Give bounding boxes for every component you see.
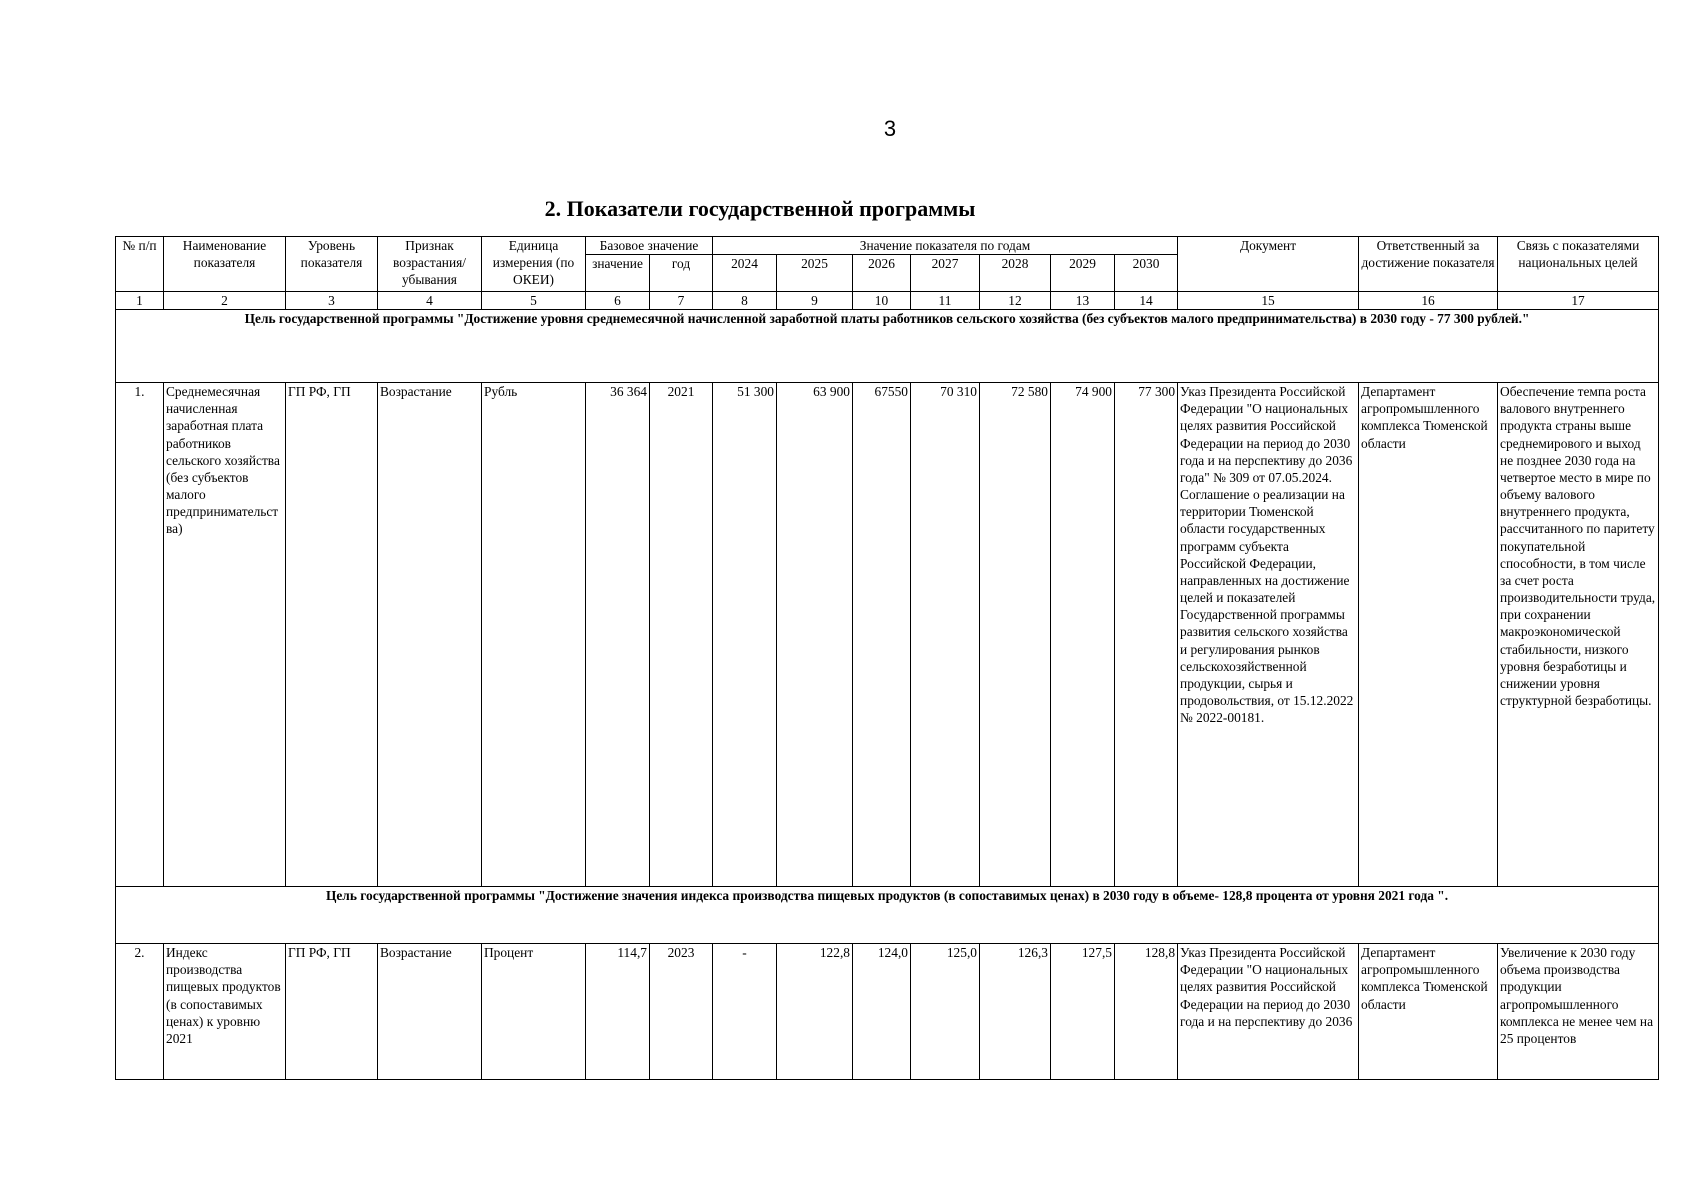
header-year: 2029	[1051, 255, 1115, 292]
row-num: 1.	[116, 383, 164, 887]
row-value-2030: 77 300	[1115, 383, 1178, 887]
row-link: Увеличение к 2030 году объема производства продукции агропромышленного комплекса не менее чем на 25 процентов	[1498, 944, 1659, 1080]
header-document: Документ	[1178, 237, 1359, 292]
column-number: 6	[586, 292, 650, 310]
header-level: Уровень показателя	[286, 237, 378, 292]
header-year: 2027	[911, 255, 980, 292]
row-value-2025: 122,8	[777, 944, 853, 1080]
goal-text: Цель государственной программы "Достижение уровня среднемесячной начисленной заработной платы работников сельского хозяйства (без субъектов малого предпринимательства) в 2030 году - 77 300 рублей."	[244, 311, 1530, 327]
header-link: Связь с показателями национальных целей	[1498, 237, 1659, 292]
row-name: Среднемесячная начисленная заработная плата работников сельского хозяйства (без субъектов малого предпринимательства)	[164, 383, 286, 887]
column-number: 11	[911, 292, 980, 310]
table-row	[116, 383, 1659, 887]
header-base: Базовое значение	[586, 237, 713, 255]
row-value-2026: 67550	[853, 383, 911, 887]
row-level: ГП РФ, ГП	[286, 944, 378, 1080]
column-number: 8	[713, 292, 777, 310]
row-responsible: Департамент агропромышленного комплекса Тюменской области	[1359, 944, 1498, 1080]
column-number: 2	[164, 292, 286, 310]
column-number: 7	[650, 292, 713, 310]
row-name: Индекс производства пищевых продуктов (в сопоставимых ценах) к уровню 2021	[164, 944, 286, 1080]
column-number: 12	[980, 292, 1051, 310]
column-number: 10	[853, 292, 911, 310]
header-unit: Единица измерения (по ОКЕИ)	[482, 237, 586, 292]
goal-row	[116, 887, 1659, 944]
table-row	[116, 944, 1659, 1080]
header-year: 2025	[777, 255, 853, 292]
page-number: 3	[883, 116, 897, 141]
row-base-year: 2023	[650, 944, 713, 1080]
row-sign: Возрастание	[378, 944, 482, 1080]
column-number: 16	[1359, 292, 1498, 310]
goal-text: Цель государственной программы "Достижение значения индекса производства пищевых продуктов (в сопоставимых ценах) в 2030 году в объеме- 128,8 процента от уровня 2021 года ".	[325, 888, 1449, 904]
row-value-2024: -	[713, 944, 777, 1080]
row-document: Указ Президента Российской Федерации "О национальных целях развития Российской Федерации на период до 2030 года и на перспективу до 2036	[1178, 944, 1359, 1080]
header-name: Наименование показателя	[164, 237, 286, 292]
column-number: 5	[482, 292, 586, 310]
row-value-2028: 126,3	[980, 944, 1051, 1080]
row-unit: Рубль	[482, 383, 586, 887]
row-value-2028: 72 580	[980, 383, 1051, 887]
indicators-table	[115, 236, 1659, 1080]
row-link: Обеспечение темпа роста валового внутреннего продукта страны выше среднемирового и выход не позднее 2030 года на четвертое место в мире по объему валового внутреннего продукта, рассчитанного по паритету покупательной способности, в том числе за счет роста производительности труда, при сохранении макроэкономической стабильности, низкого уровня безработицы и снижении уровня структурной безработицы.	[1498, 383, 1659, 887]
row-value-2029: 127,5	[1051, 944, 1115, 1080]
header-year: 2028	[980, 255, 1051, 292]
row-sign: Возрастание	[378, 383, 482, 887]
row-value-2025: 63 900	[777, 383, 853, 887]
column-number: 15	[1178, 292, 1359, 310]
row-value-2029: 74 900	[1051, 383, 1115, 887]
row-value-2027: 70 310	[911, 383, 980, 887]
column-number: 4	[378, 292, 482, 310]
goal-row	[116, 310, 1659, 383]
row-unit: Процент	[482, 944, 586, 1080]
row-base-value: 36 364	[586, 383, 650, 887]
header-by-years: Значение показателя по годам	[713, 237, 1178, 255]
row-base-year: 2021	[650, 383, 713, 887]
column-number: 17	[1498, 292, 1659, 310]
header-sign: Признак возрастания/убывания	[378, 237, 482, 292]
column-number: 13	[1051, 292, 1115, 310]
column-number: 1	[116, 292, 164, 310]
row-value-2030: 128,8	[1115, 944, 1178, 1080]
row-document: Указ Президента Российской Федерации "О национальных целях развития Российской Федерации на период до 2030 года и на перспективу до 2036 года" № 309 от 07.05.2024. Соглашение о реализации на территории Тюменской области государственных программ субъекта Российской Федерации, направленных на достижение целей и показателей Государственной программы развития сельского хозяйства и регулирования рынков сельскохозяйственной продукции, сырья и продовольствия, от 15.12.2022 № 2022-00181.	[1178, 383, 1359, 887]
header-base-value: значение	[586, 255, 650, 292]
column-number: 14	[1115, 292, 1178, 310]
header-base-year: год	[650, 255, 713, 292]
row-value-2024: 51 300	[713, 383, 777, 887]
column-number: 3	[286, 292, 378, 310]
row-responsible: Департамент агропромышленного комплекса Тюменской области	[1359, 383, 1498, 887]
column-number-row	[116, 292, 1659, 310]
row-level: ГП РФ, ГП	[286, 383, 378, 887]
row-num: 2.	[116, 944, 164, 1080]
header-year: 2026	[853, 255, 911, 292]
header-responsible: Ответственный за достижение показателя	[1359, 237, 1498, 292]
row-value-2026: 124,0	[853, 944, 911, 1080]
row-value-2027: 125,0	[911, 944, 980, 1080]
header-num: № п/п	[116, 237, 164, 292]
header-row	[116, 237, 1659, 255]
row-base-value: 114,7	[586, 944, 650, 1080]
header-year: 2030	[1115, 255, 1178, 292]
column-number: 9	[777, 292, 853, 310]
header-year: 2024	[713, 255, 777, 292]
document-title: 2. Показатели государственной программы	[544, 196, 976, 221]
